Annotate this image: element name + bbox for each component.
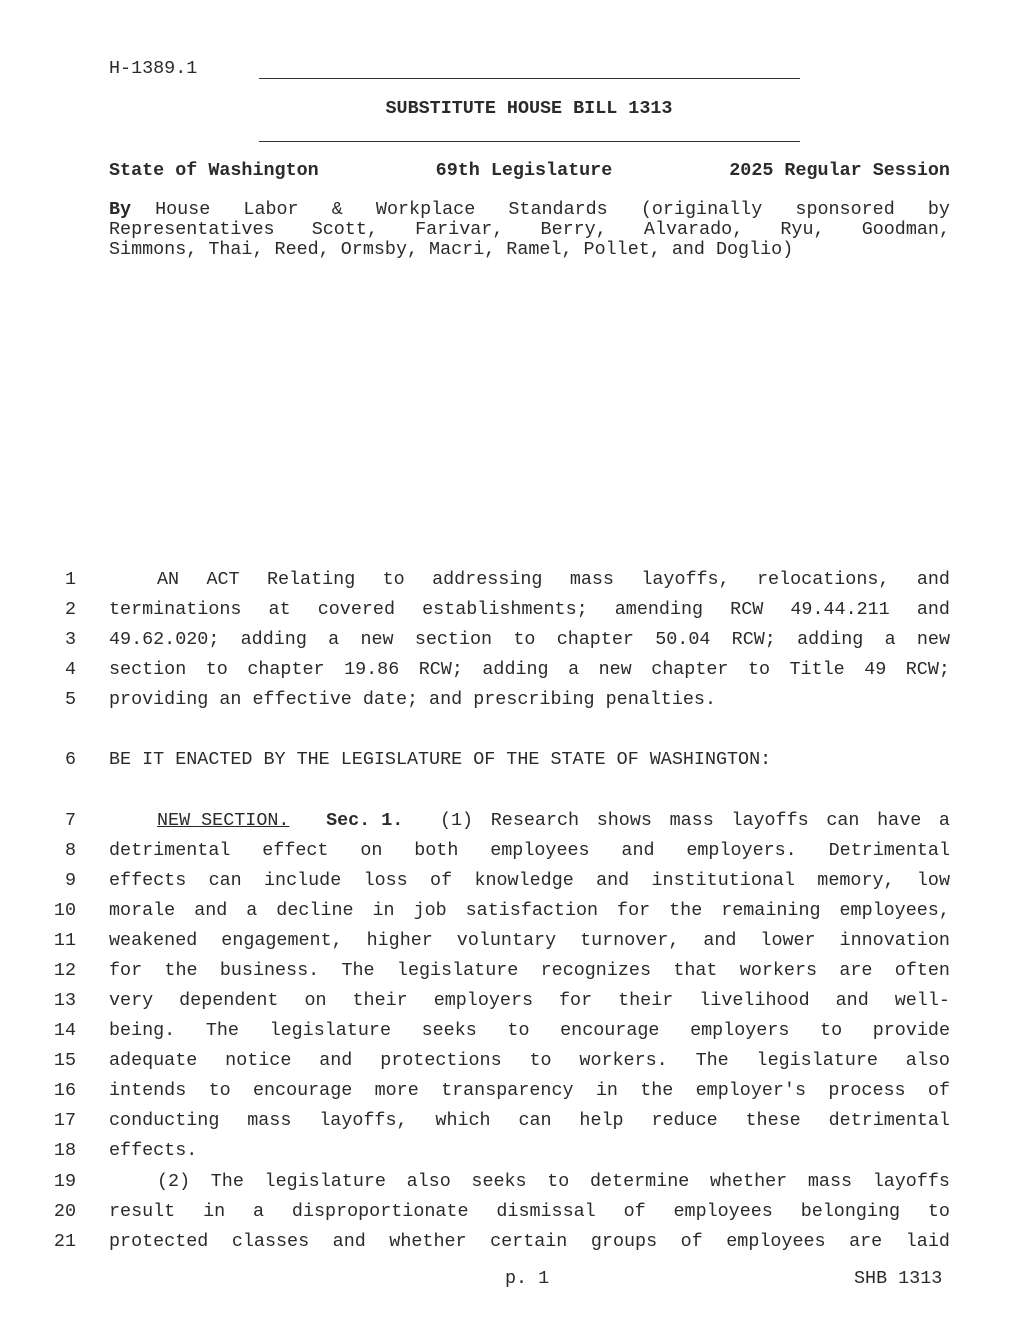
line-number: 10 bbox=[53, 900, 76, 921]
sponsors-block bbox=[109, 200, 950, 260]
line-number: 11 bbox=[53, 930, 76, 951]
footer-bill-id: SHB 1313 bbox=[854, 1268, 943, 1289]
sponsors-line-2 bbox=[109, 220, 950, 240]
document-id: H-1389.1 bbox=[109, 58, 198, 79]
bill-line bbox=[0, 599, 1024, 629]
title-rule-top bbox=[259, 78, 800, 79]
line-number: 14 bbox=[53, 1020, 76, 1041]
line-text: weakened engagement, higher voluntary turnover, and lower innovation bbox=[109, 930, 950, 951]
line-number: 15 bbox=[53, 1050, 76, 1071]
line-number: 17 bbox=[53, 1110, 76, 1131]
bill-line bbox=[0, 1201, 1024, 1231]
bill-line bbox=[0, 900, 1024, 930]
line-text: morale and a decline in job satisfaction for the remaining employees, bbox=[109, 900, 950, 921]
bill-line bbox=[0, 1020, 1024, 1050]
sponsors-line-3-text: Simmons, Thai, Reed, Ormsby, Macri, Ramel, Pollet, and Doglio) bbox=[109, 239, 794, 260]
bill-line bbox=[0, 810, 1024, 840]
line-text: result in a disproportionate dismissal of employees belonging to bbox=[109, 1201, 950, 1222]
bill-line bbox=[0, 1080, 1024, 1110]
line-text: conducting mass layoffs, which can help reduce these detrimental bbox=[109, 1110, 950, 1131]
line-number: 7 bbox=[64, 810, 76, 831]
sponsors-line-3 bbox=[109, 240, 950, 260]
line-number: 4 bbox=[64, 659, 76, 680]
new-section-label: NEW SECTION. bbox=[157, 810, 290, 831]
line-number: 9 bbox=[64, 870, 76, 891]
line-number: 16 bbox=[53, 1080, 76, 1101]
section-text: (1) Research shows mass layoffs can have a bbox=[439, 810, 950, 831]
line-text bbox=[109, 810, 950, 831]
line-number: 21 bbox=[53, 1231, 76, 1252]
bill-line bbox=[0, 870, 1024, 900]
line-number: 20 bbox=[53, 1201, 76, 1222]
legislature-label: 69th Legislature bbox=[435, 160, 613, 181]
bill-line bbox=[0, 990, 1024, 1020]
line-text: protected classes and whether certain groups of employees are laid bbox=[109, 1231, 950, 1252]
bill-line bbox=[0, 569, 1024, 599]
line-text: adequate notice and protections to workers. The legislature also bbox=[109, 1050, 950, 1071]
line-text: effects can include loss of knowledge and institutional memory, low bbox=[109, 870, 950, 891]
line-number: 8 bbox=[64, 840, 76, 861]
bill-line bbox=[0, 1050, 1024, 1080]
line-text: (2) The legislature also seeks to determine whether mass layoffs bbox=[157, 1171, 950, 1192]
section-number: Sec. 1. bbox=[326, 810, 404, 831]
bill-line bbox=[0, 960, 1024, 990]
title-rule-bottom bbox=[259, 141, 800, 142]
sponsors-line-1 bbox=[109, 200, 950, 220]
line-number: 19 bbox=[53, 1171, 76, 1192]
bill-line bbox=[0, 1171, 1024, 1201]
line-number: 12 bbox=[53, 960, 76, 981]
line-text: for the business. The legislature recognizes that workers are often bbox=[109, 960, 950, 981]
bill-line bbox=[0, 1231, 1024, 1261]
line-number: 13 bbox=[53, 990, 76, 1011]
line-text: AN ACT Relating to addressing mass layoffs, relocations, and bbox=[157, 569, 950, 590]
enacting-clause: BE IT ENACTED BY THE LEGISLATURE OF THE STATE OF WASHINGTON: bbox=[109, 749, 772, 770]
bill-line bbox=[0, 689, 1024, 719]
bill-line bbox=[0, 840, 1024, 870]
line-number: 1 bbox=[64, 569, 76, 590]
sponsors-line-1-text: House Labor & Workplace Standards (originally sponsored by bbox=[155, 199, 950, 220]
bill-line bbox=[0, 930, 1024, 960]
session-info bbox=[109, 160, 950, 181]
session-label: 2025 Regular Session bbox=[729, 160, 950, 181]
sponsors-line-2-text: Representatives Scott, Farivar, Berry, Alvarado, Ryu, Goodman, bbox=[109, 219, 950, 240]
line-number: 5 bbox=[64, 689, 76, 710]
bill-line bbox=[0, 659, 1024, 689]
bill-line bbox=[0, 629, 1024, 659]
bill-line bbox=[0, 1110, 1024, 1140]
bill-title: SUBSTITUTE HOUSE BILL 1313 bbox=[385, 98, 673, 119]
line-text: effects. bbox=[109, 1140, 198, 1161]
page-number: p. 1 bbox=[505, 1268, 550, 1289]
state-label: State of Washington bbox=[109, 160, 319, 181]
line-number: 18 bbox=[53, 1140, 76, 1161]
line-text: section to chapter 19.86 RCW; adding a new chapter to Title 49 RCW; bbox=[109, 659, 950, 680]
line-text: 49.62.020; adding a new section to chapter 50.04 RCW; adding a new bbox=[109, 629, 950, 650]
line-text: very dependent on their employers for their livelihood and well- bbox=[109, 990, 950, 1011]
line-text: detrimental effect on both employees and employers. Detrimental bbox=[109, 840, 950, 861]
bill-line bbox=[0, 749, 1024, 779]
line-number: 3 bbox=[64, 629, 76, 650]
by-label: By bbox=[109, 199, 132, 220]
line-text: being. The legislature seeks to encourage employers to provide bbox=[109, 1020, 950, 1041]
bill-line bbox=[0, 1140, 1024, 1170]
line-text: terminations at covered establishments; amending RCW 49.44.211 and bbox=[109, 599, 950, 620]
line-text: providing an effective date; and prescribing penalties. bbox=[109, 689, 716, 710]
line-number: 2 bbox=[64, 599, 76, 620]
line-text: intends to encourage more transparency in the employer's process of bbox=[109, 1080, 950, 1101]
line-number: 6 bbox=[64, 749, 76, 770]
